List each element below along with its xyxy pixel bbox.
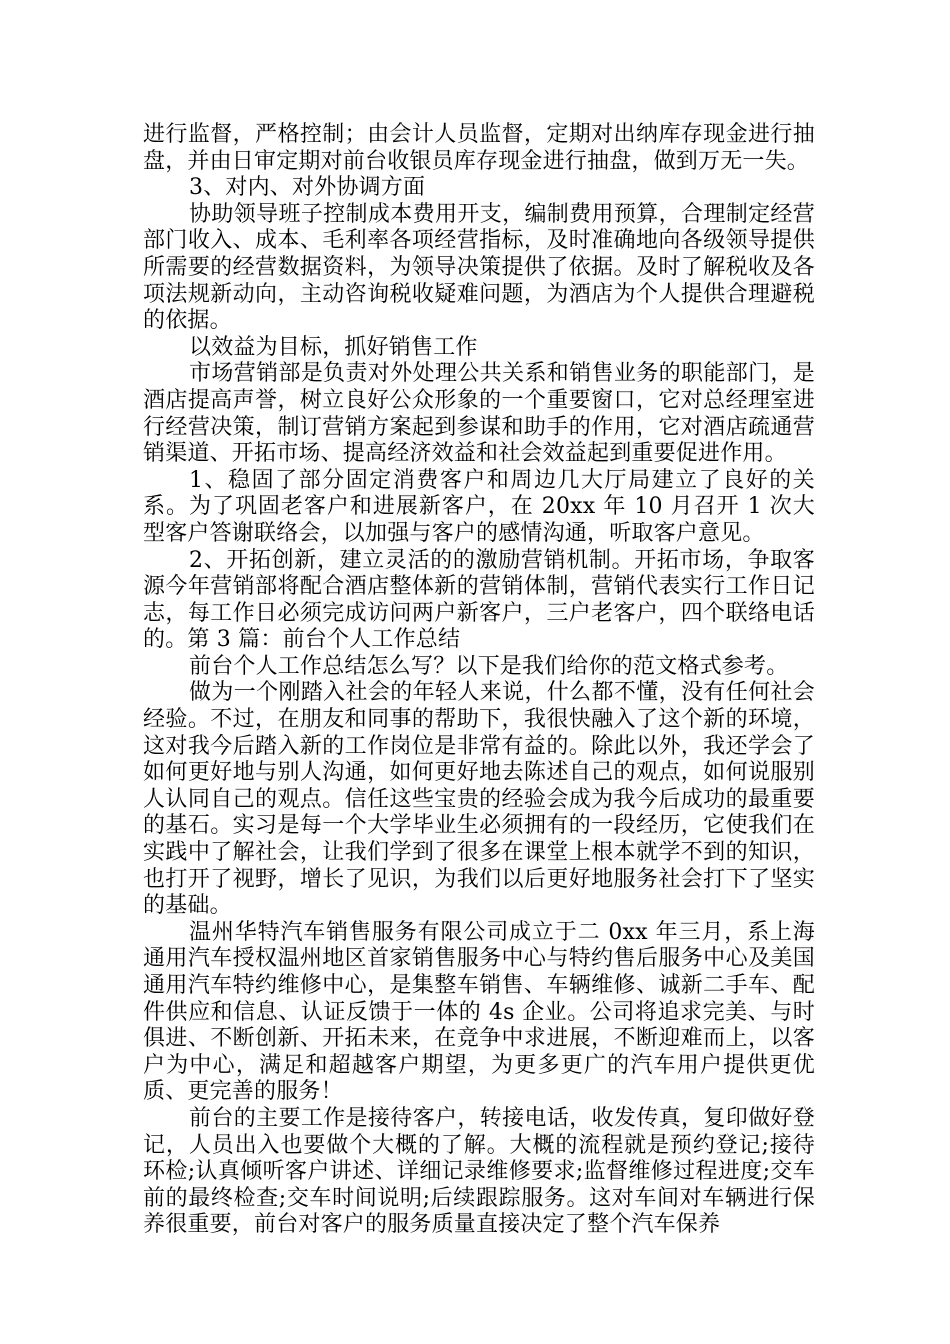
paragraph-7: 2、开拓创新，建立灵活的的激励营销机制。开拓市场，争取客源今年营销部将配合酒店整体新的营销体制，营销代表实行工作日记志，每工作日必须完成访问两户新客户，三户老客户，四个联络电话的。第 3 篇：前台个人工作总结: [143, 547, 815, 653]
paragraph-11: 前台的主要工作是接待客户，转接电话，收发传真，复印做好登记，人员出入也要做个大概的了解。大概的流程就是预约登记;接待环检;认真倾听客户讲述、详细记录维修要求;监督维修过程进度;交车前的最终检查;交车时间说明;后续跟踪服务。这对车间对车辆进行保养很重要，前台对客户的服务质量直接决定了整个汽车保养: [143, 1105, 815, 1238]
document-page: [143, 122, 815, 1239]
paragraph-6: 1、稳固了部分固定消费客户和周边几大厅局建立了良好的关系。为了巩固老客户和进展新客户，在 20xx 年 10 月召开 1 次大型客户答谢联络会，以加强与客户的感情沟通，听取客户意见。: [143, 467, 815, 546]
paragraph-1: 进行监督，严格控制；由会计人员监督，定期对出纳库存现金进行抽盘，并由日审定期对前台收银员库存现金进行抽盘，做到万无一失。: [143, 122, 815, 174]
paragraph-5: 市场营销部是负责对外处理公共关系和销售业务的职能部门，是酒店提高声誉，树立良好公众形象的一个重要窗口，它对总经理室进行经营决策，制订营销方案起到参谋和助手的作用，它对酒店疏通营销渠道、开拓市场、提高经济效益和社会效益起到重要促进作用。: [143, 361, 815, 467]
paragraph-9: 做为一个刚踏入社会的年轻人来说，什么都不懂，没有任何社会经验。不过，在朋友和同事的帮助下，我很快融入了这个新的环境，这对我今后踏入新的工作岗位是非常有益的。除此以外，我还学会了如何更好地与别人沟通，如何更好地去陈述自己的观点，如何说服别人认同自己的观点。信任这些宝贵的经验会成为我今后成功的最重要的基石。实习是每一个大学毕业生必须拥有的一段经历，它使我们在实践中了解社会，让我们学到了很多在课堂上根本就学不到的知识，也打开了视野，增长了见识，为我们以后更好地服务社会打下了坚实的基础。: [143, 680, 815, 919]
paragraph-2: 3、对内、对外协调方面: [189, 175, 426, 201]
paragraph-3: 协助领导班子控制成本费用开支，编制费用预算，合理制定经营部门收入、成本、毛利率各项经营指标，及时准确地向各级领导提供所需要的经营数据资料，为领导决策提供了依据。及时了解税收及各项法规新动向，主动咨询税收疑难问题，为酒店为个人提供合理避税的依据。: [143, 201, 815, 334]
paragraph-10: 温州华特汽车销售服务有限公司成立于二 0xx 年三月，系上海通用汽车授权温州地区首家销售服务中心与特约售后服务中心及美国通用汽车特约维修中心，是集整车销售、车辆维修、诚新二手车、配件供应和信息、认证反馈于一体的 4s 企业。公司将追求完美、与时俱进、不断创新、开拓未来，在竞争中求进展，不断迎难而上，以客户为中心，满足和超越客户期望，为更多更广的汽车用户提供更优质、更完善的服务！: [143, 919, 815, 1105]
paragraph-8: 前台个人工作总结怎么写？以下是我们给你的范文格式参考。: [189, 653, 789, 679]
paragraph-4: 以效益为目标，抓好销售工作: [189, 334, 478, 360]
